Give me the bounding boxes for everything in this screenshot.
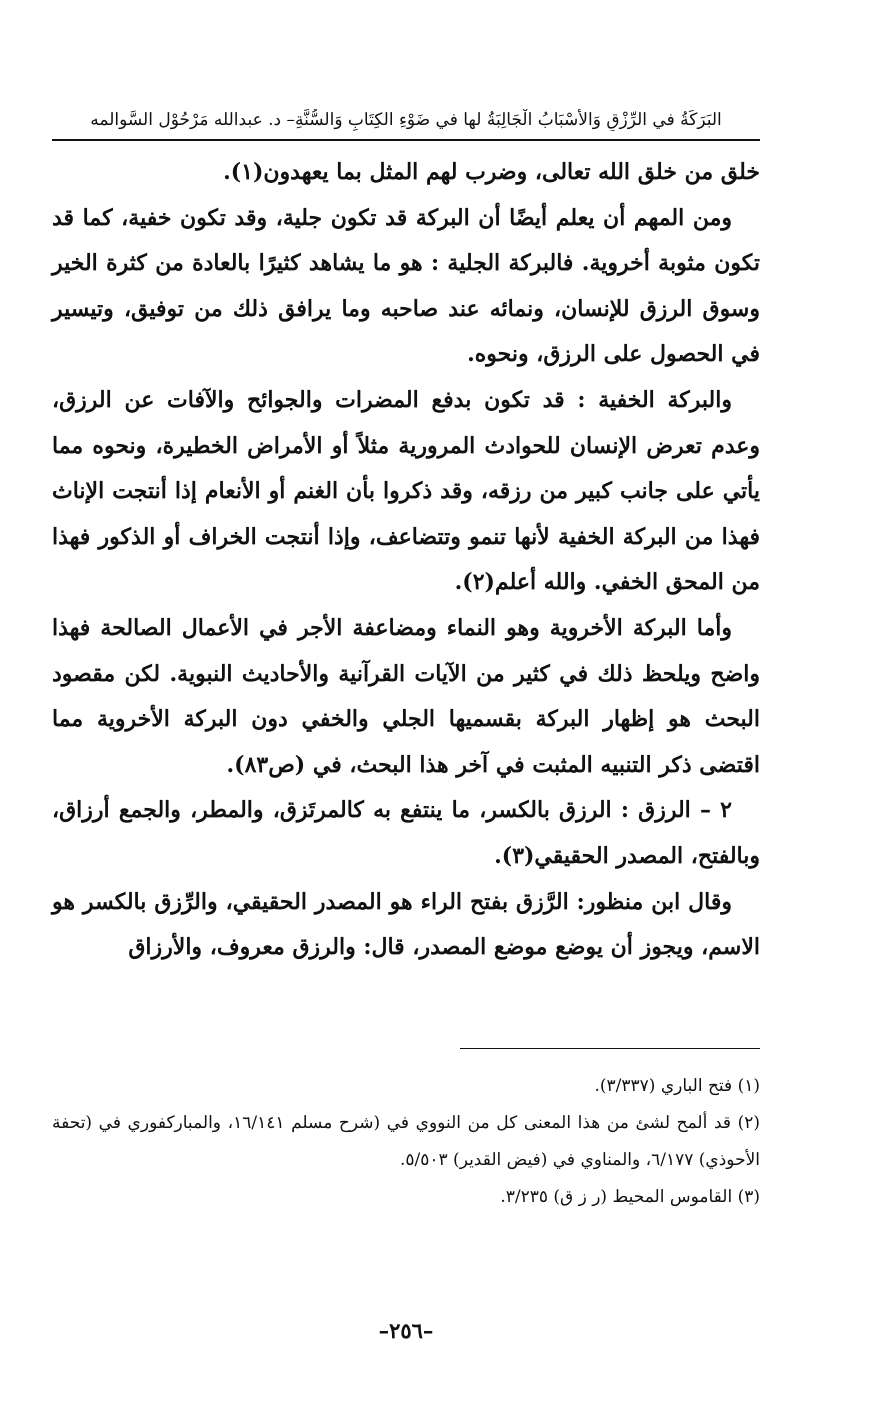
body-paragraph-4: وأما البركة الأخروية وهو النماء ومضاعفة الأجر في الأعمال الصالحة فهذا واضح ويلحظ ذلك في كثير من الآيات القرآنية والأحاديث النبوية. لكن مقصود البحث هو إظهار البركة بقسميها الجلي والخفي دون البركة الأخروية مما اقتضى ذكر التنبيه المثبت في آخر هذا البحث، في (ص٨٣). bbox=[52, 614, 760, 778]
footnote-1: (١) فتح الباري (٣/٣٣٧). bbox=[594, 1076, 760, 1096]
body-paragraph-6: وقال ابن منظور: الرَّزق بفتح الراء هو المصدر الحقيقي، والرِّزق بالكسر هو الاسم، ويجوز أن يوضع موضع المصدر، قال: والرزق معروف، والأرزاق bbox=[52, 888, 760, 961]
footnote-3: (٣) القاموس المحيط (ر ز ق) ٣/٢٣٥. bbox=[500, 1187, 760, 1207]
body-paragraph-1: خلق من خلق الله تعالى، وضرب لهم المثل بما يعهدون(١). bbox=[223, 159, 760, 185]
page-number: –٢٥٦– bbox=[378, 1318, 434, 1343]
body-paragraph-3: والبركة الخفية : قد تكون بدفع المضرات والجوائح والآفات عن الرزق، وعدم تعرض الإنسان للحوادث المرورية مثلاً أو الأمراض الخطيرة، ونحوه مما يأتي على جانب كبير من رزقه، وقد ذكروا بأن الغنم أو الأنعام إذا أنتجت الإناث فهذا من البركة الخفية لأنها تنمو وتتضاعف، وإذا أنتجت الخراف أو الذكور فهذا من المحق الخفي. والله أعلم(٢). bbox=[52, 386, 760, 596]
running-header: البَرَكَةُ في الرِّزْقِ وَالأَسْبَابُ الْجَالِبَةُ لها في ضَوْءِ الكِتَابِ وَالسُّنَّةِ– د. عبدالله مَرْحُوْل السَّوالمه bbox=[90, 110, 722, 130]
footnotes bbox=[52, 1068, 760, 1216]
header-rule bbox=[52, 139, 760, 141]
footnote-2: (٢) قد ألمح لشئ من هذا المعنى كل من النووي في (شرح مسلم ١٦/١٤١، والمباركفوري في (تحفة الأحوذي) ٦/١٧٧، والمناوي في (فيض القدير) ٥/٥٠٣. bbox=[52, 1113, 761, 1170]
body-paragraph-2: ومن المهم أن يعلم أيضًا أن البركة قد تكون جلية، وقد تكون خفية، كما قد تكون مثوبة أخروية. فالبركة الجلية : هو ما يشاهد كثيرًا بالعادة من كثرة الخير وسوق الرزق للإنسان، ونمائه عند صاحبه وما يرافق ذلك من توفيق، وتيسير في الحصول على الرزق، ونحوه. bbox=[52, 204, 760, 368]
body-text bbox=[52, 150, 760, 971]
body-paragraph-5: ٢ – الرزق : الرزق بالكسر، ما ينتفع به كالمرتَزق، والمطر، والجمع أرزاق، وبالفتح، المصدر الحقيقي(٣). bbox=[52, 797, 760, 869]
footnote-rule bbox=[460, 1048, 760, 1049]
